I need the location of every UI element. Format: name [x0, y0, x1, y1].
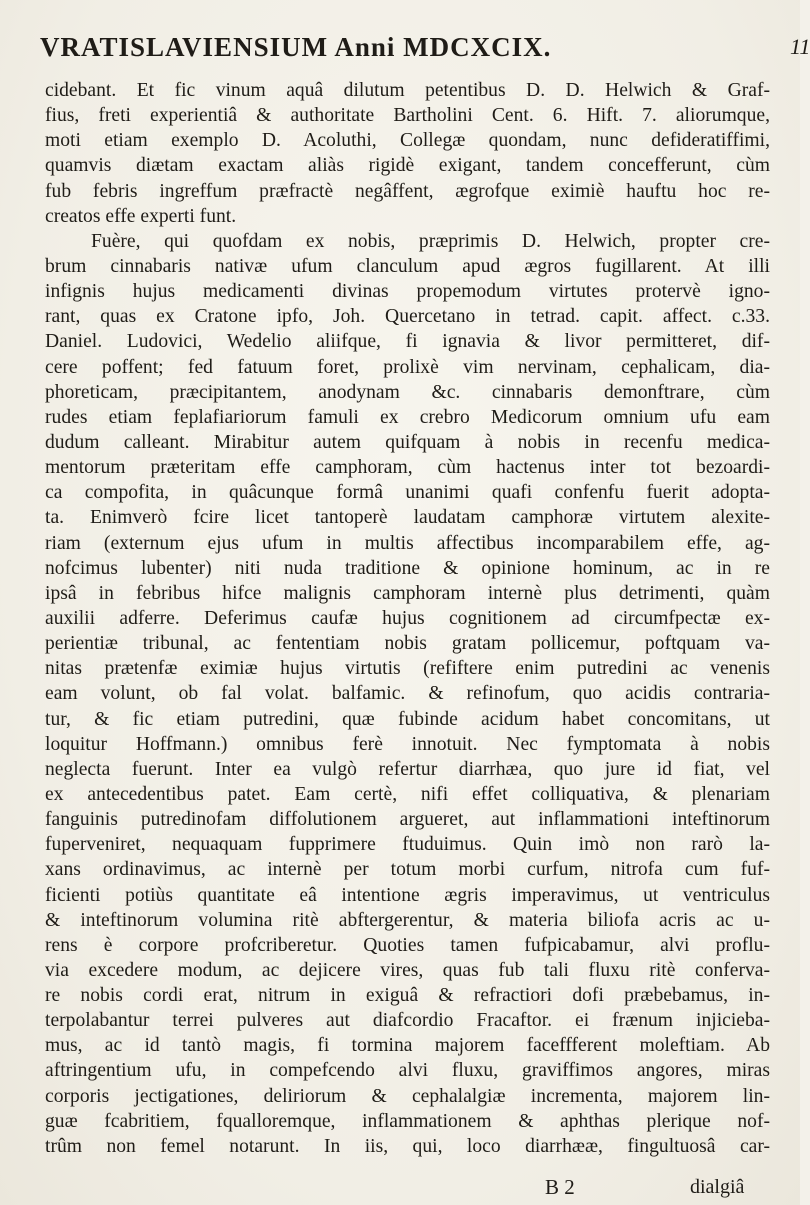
catchword: dialgiâ — [690, 1176, 745, 1198]
text-line: ca compofita, in quâcunque formâ unanimi quafi confenfu fuerit adopta- — [45, 482, 770, 504]
text-line: auxilii adferre. Deferimus caufæ hujus cognitionem ad circumfpectæ ex- — [45, 607, 770, 629]
body-text — [45, 78, 770, 1159]
text-line: fanguinis putredinofam diffolutionem argueret, aut inflammationi inteftinorum — [45, 809, 770, 831]
page-footer — [0, 1175, 800, 1205]
text-line: Fuère, qui quofdam ex nobis, præprimis D. Helwich, propter cre- — [91, 230, 770, 252]
page-header — [20, 28, 810, 66]
text-line: fuperveniret, nequaquam fupprimere ftuduimus. Quin imò non rarò la- — [45, 834, 770, 856]
text-line: riam (externum ejus ufum in multis affectibus incomparabilem effe, ag- — [45, 532, 770, 554]
text-line: terpolabantur terrei pulveres aut diafcordio Fracaftor. ei frænum injicieba- — [45, 1010, 770, 1032]
text-line: aftringentium ufu, in compefcendo alvi fluxu, graviffimos angores, miras — [45, 1060, 770, 1082]
text-line: rudes etiam feplafiariorum famuli ex crebro Medicorum omnium ufu eam — [45, 406, 770, 428]
text-line: xans ordinavimus, ac internè per totum morbi curfum, nitrofa cum fuf- — [45, 859, 770, 881]
text-line: tur, & fic etiam putredini, quæ fubinde acidum habet concomitans, ut — [45, 708, 770, 730]
text-line: Daniel. Ludovici, Wedelio aliifque, fi ignavia & livor permitteret, dif- — [45, 331, 770, 353]
text-line: nofcimus lubenter) niti nuda traditione & opinione hominum, ac in re — [45, 557, 770, 579]
text-line: ta. Enimverò fcire licet tantoperè laudatam camphoræ virtutem alexite- — [45, 507, 770, 529]
text-line: re nobis cordi erat, nitrum in exiguâ & refractiori dofi præbebamus, in- — [45, 985, 770, 1007]
running-head: VRATISLAVIENSIUM Anni MDCXCIX. — [40, 32, 552, 62]
page-number: 11 — [790, 34, 810, 59]
text-line: guæ fcabritiem, fqualloremque, inflammationem & aphthas plerique nof- — [45, 1110, 770, 1132]
text-line: nitas prætenfæ eximiæ hujus virtutis (refiftere enim putredini ac venenis — [45, 658, 770, 680]
text-line: eam volunt, ob fal volat. balfamic. & refinofum, quo acidis contraria- — [45, 683, 770, 705]
text-line: phoreticam, præcipitantem, anodynam &c. cinnabaris demonftrare, cùm — [45, 381, 770, 403]
text-line: neglecta fuerunt. Inter ea vulgò refertur diarrhæa, quo jure id fiat, vel — [45, 758, 770, 780]
text-line: brum cinnabaris nativæ ufum clanculum apud ægros fugillarent. At illi — [45, 255, 770, 277]
text-line: mentorum præteritam effe camphoram, cùm hactenus inter tot bezoardi- — [45, 457, 770, 479]
text-line: loquitur Hoffmann.) omnibus ferè innotuit. Nec fymptomata à nobis — [45, 733, 770, 755]
text-line: corporis jectigationes, deliriorum & cephalalgiæ incrementa, majorem lin- — [45, 1085, 770, 1107]
text-line: rens è corpore profcriberetur. Quoties tamen fufpicabamur, alvi proflu- — [45, 934, 770, 956]
text-line: infignis hujus medicamenti divinas propemodum virtutes protervè igno- — [45, 281, 770, 303]
text-line: rant, quas ex Cratone ipfo, Joh. Quercetano in tetrad. capit. affect. c.33. — [45, 306, 770, 328]
text-line: moti etiam exemplo D. Acoluthi, Collegæ quondam, nunc defideratiffimi, — [45, 130, 770, 152]
text-line: via excedere modum, ac dejicere vires, quas fub tali fluxu ritè conferva- — [45, 959, 770, 981]
text-line: quamvis diætam exactam aliàs rigidè exigant, tandem concefferunt, cùm — [45, 155, 770, 177]
text-line: fub febris ingreffum præfractè negâffent, ægrofque eximiè hauftu hoc re- — [45, 180, 770, 202]
text-line: trûm non femel notarunt. In iis, qui, loco diarrhææ, fingultuosâ car- — [45, 1135, 770, 1157]
text-line: mus, ac id tantò magis, fi tormina majorem faceffferent moleftiam. Ab — [45, 1035, 770, 1057]
text-line: ex antecedentibus patet. Eam certè, nifi effet colliquativa, & plenariam — [45, 783, 770, 805]
text-line: fius, freti experientiâ & authoritate Bartholini Cent. 6. Hift. 7. aliorumque, — [45, 105, 770, 127]
text-line: cidebant. Et fic vinum aquâ dilutum petentibus D. D. Helwich & Graf- — [45, 80, 770, 101]
text-line: ipsâ in febribus hifce malignis camphoram internè plus detrimenti, quàm — [45, 582, 770, 604]
text-line: dudum calleant. Mirabitur autem quifquam à nobis in recenfu medica- — [45, 431, 770, 453]
text-line: cere poffent; fed fatuum foret, prolixè vim nervinam, cephalicam, dia- — [45, 356, 770, 378]
text-line: creatos effe experti funt. — [45, 205, 237, 227]
text-line: & inteftinorum volumina ritè abftergerentur, & materia biliofa acris ac u- — [45, 909, 770, 931]
text-line: ficienti potiùs quantitate eâ intentione ægris imperavimus, ut ventriculus — [45, 884, 770, 906]
signature-mark: B 2 — [545, 1175, 575, 1199]
text-line: perientiæ tribunal, ac fententiam nobis gratam pollicemur, poftquam va- — [45, 633, 770, 655]
